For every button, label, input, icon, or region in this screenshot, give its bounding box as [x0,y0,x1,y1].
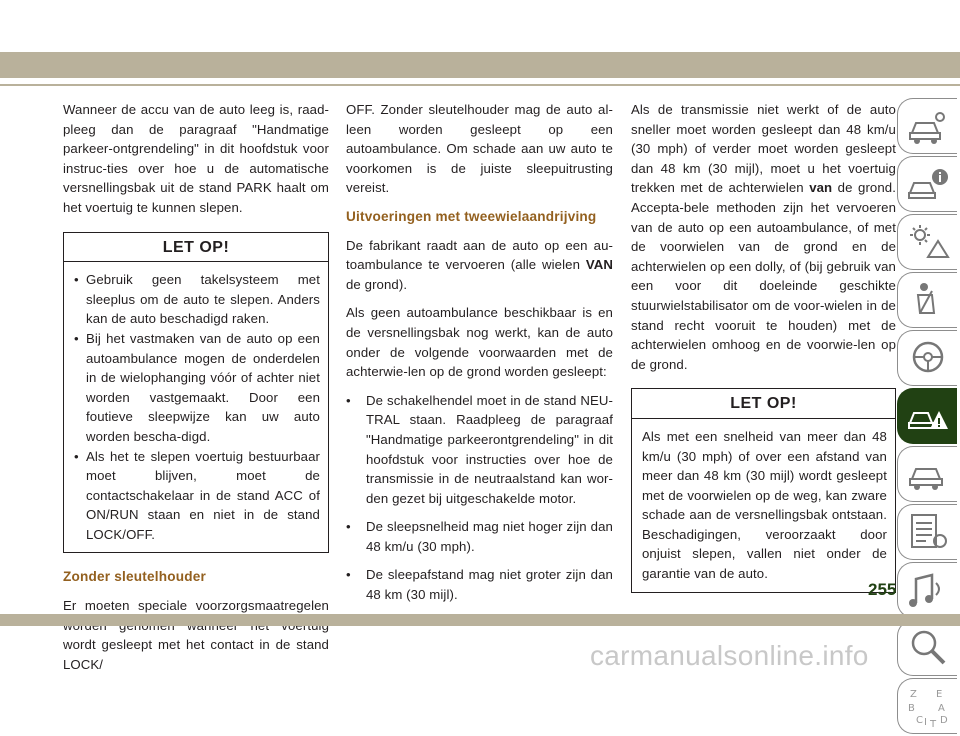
warning-item: • Als het te slepen voertuig bestuurbaar moet blijven, moet de contactschakelaar in de stand ACC of ON/RUN staan en niet in de stand LOCK/OFF. [74,447,320,545]
warning-item: • Bij het vastmaken van de auto op een autoambulance mogen de onderdelen in de wielophanging vóór of achter niet worden vastgemaakt. Door een foutieve sleepwijze kan uw auto worden bescha-digd. [74,329,320,447]
tab-safety[interactable] [897,272,957,328]
tab-index[interactable] [897,678,957,734]
warning-text: Als met een snelheid van meer dan 48 km/u (30 mph) of over een afstand van meer dan 48 km (30 mijl) wordt gesleept met de voorwielen op de weg, kan zware schade aan de versnellingsbak ontstaan. Beschadigingen, veroorzaakt door onjuist slepen, vallen niet onder de garantie van de auto. [642,428,887,582]
index-letter: E [936,689,943,700]
index-letter: B [908,703,915,714]
car-info-icon [906,163,950,207]
paragraph: Er moeten speciale voorzorgsmaatregelen wordt gesleept met het contact in de stand LOCK/ [63,598,329,672]
text-run: De fabrikant raadt aan de auto op een au-toambulance te vervoeren (alle wielen [346,237,613,273]
index-letters-icon [906,685,950,729]
paragraph [346,236,613,295]
watermark: carmanualsonline.info [590,640,869,671]
tab-car-overview[interactable] [897,98,957,154]
tab-car-info[interactable] [897,156,957,212]
tab-emergency[interactable] [897,388,957,444]
tab-maintenance[interactable] [897,446,957,502]
bold-text: VAN [585,257,613,273]
bold-text: van [809,180,833,196]
multimedia-icon [906,569,950,613]
footer-band [0,614,960,626]
checklist-icon [906,511,950,555]
section-heading: Uitvoeringen met tweewielaandrijving [346,208,597,224]
warning-item: • Gebruik geen takelsysteem met sleeplus om de auto te slepen. Anders kan de auto beschadigd raken. [74,270,320,329]
column-1 [63,100,329,683]
seatbelt-icon [906,279,950,323]
paragraph: OFF. Zonder sleutelhouder mag de auto al-leen worden gesleept op een autoambulance. Om schade aan uw auto te voorkomen is de juiste sleepuitrusting vereist. [346,102,613,196]
header-rule [0,84,960,86]
paragraph [631,100,896,374]
index-letter: D [940,715,948,726]
warning-box [63,232,329,554]
index-letter: Z [910,689,917,700]
tab-lights-signals[interactable] [897,214,957,270]
tab-specifications[interactable] [897,504,957,560]
tab-customer-support[interactable] [897,620,957,676]
column-2 [346,100,613,614]
section-heading: Zonder sleutelhouder [63,569,206,585]
steering-wheel-icon [906,337,950,381]
column-3 [631,100,896,607]
text-run: Als de transmissie niet werkt of de auto sneller moet worden gesleept dan 48 km/u (30 mph) of verder moet worden gesleept dan 48 km (30 mijl), moet u het voertuig trekken met de achterwielen [631,102,896,196]
car-service-icon [906,453,950,497]
index-letter: I [924,717,927,728]
index-letter: T [930,719,937,729]
warning-box [631,388,896,592]
text-run: de grond). [346,276,408,292]
page-number: 255 [868,580,897,599]
list-item: • De sleepafstand mag niet groter zijn dan 48 km (30 mijl). [346,565,613,604]
warning-lights-icon [906,221,950,265]
tab-driving[interactable] [897,330,957,386]
chapter-tabs [897,98,960,736]
index-letter: C [916,715,923,726]
paragraph: Als geen autoambulance beschikbaar is en de versnellingsbak nog werkt, kan de auto onder de volgende voorwaarden met de achterwie-len op de grond worden gesleept: [346,305,613,380]
emergency-tow-icon [906,395,950,439]
text-run: de grond. Accepta-bele methoden zijn het vervoeren van de auto op een autoambulance, of met de voorwielen van de grond en de achterwielen op een dolly, of (bij gebruik van een voor dit doeleinde geschikte stuurwielstabilisator om de voor-wielen in de stand recht vooruit te houden) met de achterwielen omhoog en de voorwie-len op de grond. [631,180,896,372]
header-band [0,52,960,78]
list-item: • De schakelhendel moet in de stand NEU-TRAL staan. Raadpleeg de paragraaf "Handmatige parkeerontgrendeling" in dit hoofdstuk voor instructies over hoe de transmissie in de neutraalstand kan wor-den gezet bij uitgeschakelde motor. [346,391,613,509]
car-key-icon [906,105,950,149]
paragraph: Wanneer de accu van de auto leeg is, raad-pleeg dan de paragraaf "Handmatige parkeer-ontgrendeling" in dit hoofdstuk voor instruc-ties over hoe u de automatische versnellingsbak uit de stand PARK haalt om het voertuig te kunnen slepen. [63,102,329,215]
magnifier-icon [906,627,950,671]
list-item: • De sleepsnelheid mag niet hoger zijn dan 48 km/u (30 mph). [346,517,613,556]
tab-multimedia[interactable] [897,562,957,618]
warning-title: LET OP! [632,389,895,419]
warning-title: LET OP! [64,233,328,263]
index-letter: A [938,703,945,714]
